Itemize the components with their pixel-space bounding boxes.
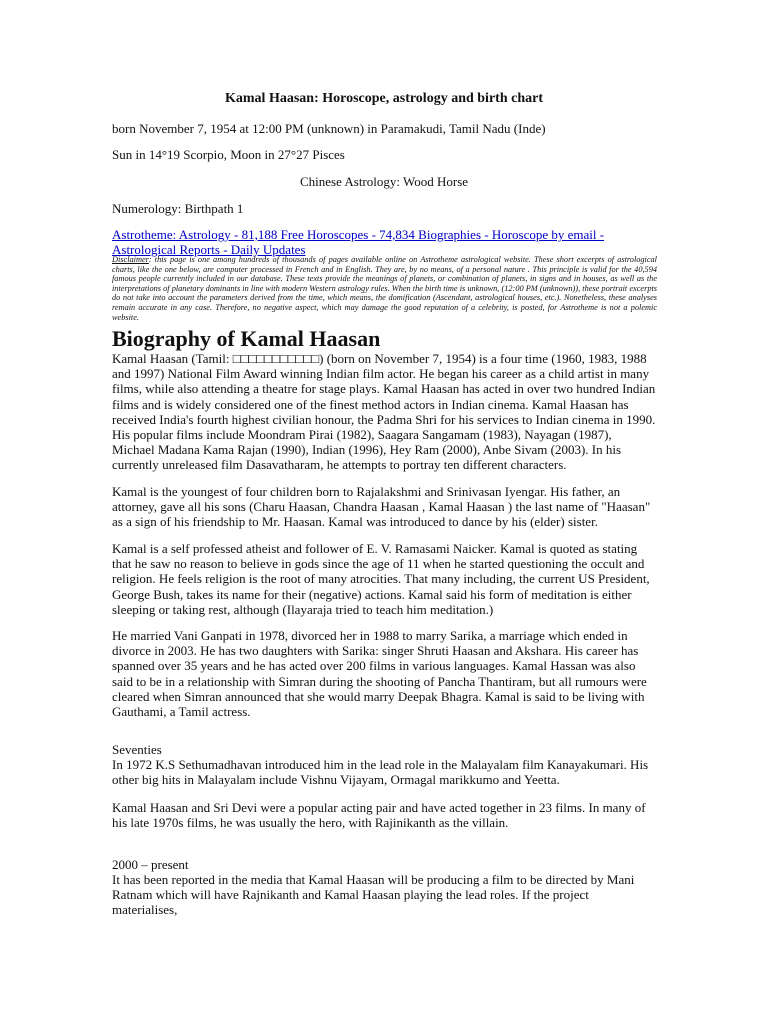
page-title: Kamal Haasan: Horoscope, astrology and birth chart [225,91,543,106]
bio-paragraph-3: Kamal is a self professed atheist and follower of E. V. Ramasami Naicker. Kamal is quoted as stating that he saw no reason to believe in gods since the age of 11 when he started questioning the occult and religion. He feels religion is the root of many atrocities. That many including, the current US President, George Bush, takes its name for their (negative) actions. Kamal said his form of meditation is either sleeping or taking rest, although (Ilayaraja tried to teach him meditation.) [112,541,650,617]
section-heading-present: 2000 – present [112,857,189,872]
bio-paragraph-7: It has been reported in the media that Kamal Haasan will be producing a film to be directed by Mani Ratnam which will have Rajnikanth and Kamal Haasan playing the lead roles. If the project materialises, [112,872,635,918]
sun-moon-info: Sun in 14°19 Scorpio, Moon in 27°27 Pisces [112,147,345,162]
section-heading-seventies: Seventies [112,742,162,757]
disclaimer-text: : this page is one among hundreds of thousands of pages available online on Astrotheme astrological website. These short excerpts of astrological charts, like the one below, are computer processed in French and in English. They are, by no means, of a personal nature . This principle is valid for the 40,594 famous people currently included in our database. These texts provide the meanings of planets, or combination of planets, in signs and in houses, as well as the interpretations of planetary dominants in line with modern Western astrology rules. When the birth time is unknown, (12:00 PM (unknown)), these portrait excerpts do not take into account the parameters derived from the time, which means, the domification (Ascendant, astrological houses, etc.). Nonetheless, these analyses remain accurate in any case. Therefore, no negative aspect, which may damage the good reputation of a celebrity, is posted, for Astrotheme is not a polemic website. [112,255,657,322]
bio-paragraph-4: He married Vani Ganpati in 1978, divorced her in 1988 to marry Sarika, a marriage which ended in divorce in 2003. He has two daughters with Sarika: singer Shruti Haasan and Akshara. His career has spanned over 35 years and he has acted over 200 films in various languages. Kamal Hassan was also said to be in a relationship with Simran during the shooting of Pancha Thantiram, but all rumours were cleared when Simran announced that she would marry Deepak Bhagra. Kamal is said to be living with Gauthami, a Tamil actress. [112,628,647,720]
disclaimer-label: Disclaimer [112,255,149,264]
numerology-info: Numerology: Birthpath 1 [112,201,244,216]
bio-paragraph-5: In 1972 K.S Sethumadhavan introduced him in the lead role in the Malayalam film Kanayakumari. His other big hits in Malayalam include Vishnu Vijayam, Ormagal marikkumo and Yeetta. [112,757,649,788]
chinese-astrology-info: Chinese Astrology: Wood Horse [299,174,469,189]
birth-info: born November 7, 1954 at 12:00 PM (unknown) in Paramakudi, Tamil Nadu (Inde) [112,121,546,136]
astrotheme-links[interactable]: Astrotheme: Astrology - 81,188 Free Horoscopes - 74,834 Biographies - Horoscope by email - Astrological Reports - Daily Updates [112,227,605,257]
biography-heading: Biography of Kamal Haasan [112,326,381,351]
bio-paragraph-2: Kamal is the youngest of four children born to Rajalakshmi and Srinivasan Iyengar. His father, an attorney, gave all his sons (Charu Haasan, Chandra Haasan , Kamal Haasan ) the last name of "Haasan" as a sign of his friendship to Mr. Haasan. Kamal was introduced to dance by his (elder) sister. [112,484,651,530]
bio-paragraph-1: Kamal Haasan (Tamil: □□□□□□□□□□□) (born on November 7, 1954) is a four time (1960, 1983, 1988 and 1997) National Film Award winning Indian film actor. He began his career as a child artist in many films, while also attending a theatre for stage plays. Kamal Haasan has acted in over two hundred Indian films and is widely considered one of the finest method actors in Indian cinema. Kamal Haasan has received India's fourth highest civilian honour, the Padma Shri for his services to Indian cinema in 1990. His popular films include Moondram Pirai (1982), Saagara Sangamam (1983), Nayagan (1987), Michael Madana Kama Rajan (1990), Indian (1996), Hey Ram (2000), Anbe Sivam (2003). In his currently unreleased film Dasavatharam, he attempts to portray ten different characters. [112,351,656,473]
disclaimer [112,255,657,322]
bio-paragraph-6: Kamal Haasan and Sri Devi were a popular acting pair and have acted together in 23 films. In many of his late 1970s films, he was usually the hero, with Rajinikanth as the villain. [112,800,646,831]
